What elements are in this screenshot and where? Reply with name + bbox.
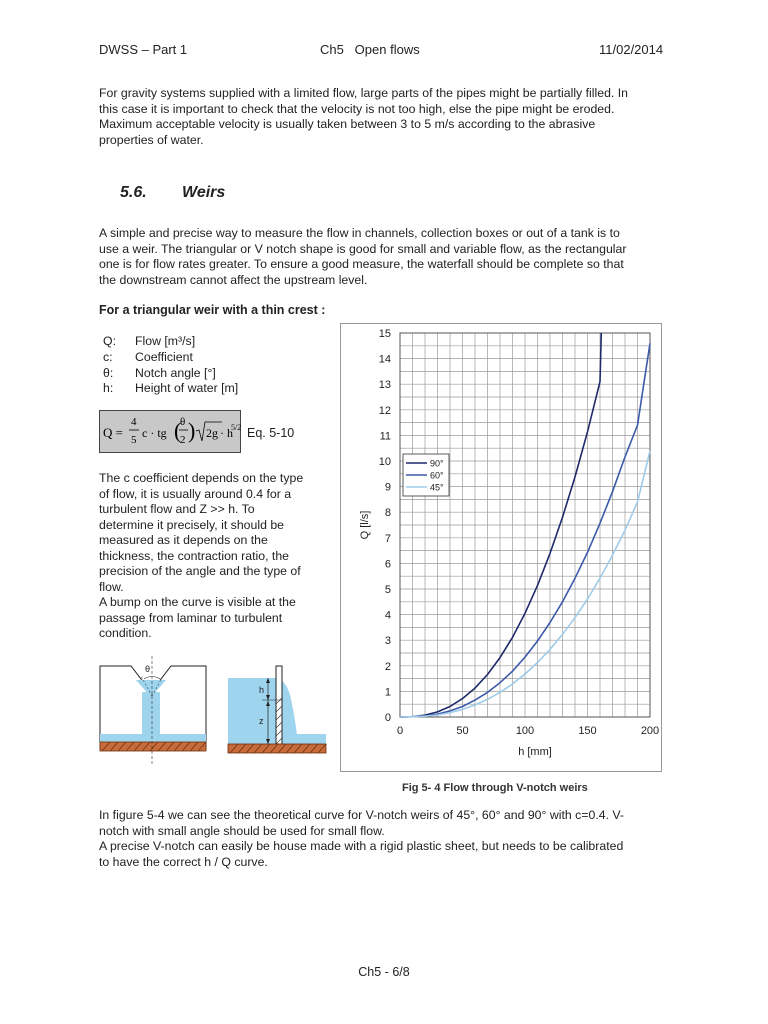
variable-desc: Notch angle [°] (135, 365, 216, 380)
downstream-water (282, 734, 326, 744)
text-line: Maximum acceptable velocity is usually taken between 3 to 5 m/s according to the abrasive (99, 117, 596, 131)
weir-wall (276, 666, 282, 744)
x-axis-label: h [mm] (518, 746, 552, 758)
legend-label: 60° (430, 470, 444, 481)
variable-row (103, 350, 238, 366)
text-line: For gravity systems supplied with a limited flow, large parts of the pipes might be partially filled. In (99, 86, 629, 100)
y-tick-label: 3 (384, 635, 391, 648)
paren-right: ) (188, 418, 196, 443)
text-line: A precise V-notch can easily be house made with a rigid plastic sheet, but needs to be calibrated (99, 839, 624, 853)
header-left: DWSS – Part 1 (99, 42, 188, 57)
y-axis-label: Q [l/s] (359, 510, 371, 540)
text-line: turbulent flow and Z >> h. To (99, 502, 255, 516)
equation-formula (100, 411, 240, 452)
x-tick-label: 200 (640, 725, 660, 737)
text-line: of flow, it is usually around 0.4 for a (99, 486, 292, 501)
eq-h: · h (220, 426, 233, 440)
eq-c: c · tg (142, 426, 167, 440)
text-line: flow. (99, 579, 124, 594)
section-title: Weirs (182, 184, 226, 201)
section-heading (120, 184, 225, 202)
variable-symbol: c: (103, 349, 113, 364)
y-tick-label: 5 (384, 584, 391, 596)
y-tick-label: 10 (378, 456, 391, 468)
eq-den: 5 (131, 434, 137, 446)
water-base (100, 734, 206, 742)
y-tick-label: 2 (384, 660, 391, 673)
h-label: h (259, 685, 265, 695)
page-footer: Ch5 - 6/8 (358, 965, 410, 979)
text-line: In figure 5-4 we can see the theoretical curve for V-notch weirs of 45°, 60° and 90° with c=0.4. V- (99, 808, 625, 822)
section-number: 5.6. (120, 184, 147, 201)
text-line: A simple and precise way to measure the flow in channels, collection boxes or out of a tank is to (99, 226, 620, 240)
weir-paragraph (99, 226, 669, 288)
eq-num: 4 (131, 416, 137, 428)
intro-paragraph (99, 86, 669, 148)
legend-label: 45° (430, 482, 444, 493)
text-line: to have the correct h / Q curve. (99, 854, 268, 869)
eq-two: 2 (180, 434, 186, 446)
variable-row (103, 381, 238, 397)
x-tick-label: 100 (515, 725, 535, 737)
figure-caption: Fig 5- 4 Flow through V-notch weirs (402, 782, 588, 794)
text-line: The c coefficient depends on the type (99, 471, 304, 485)
text-line: the downstream cannot affect the upstream level. (99, 272, 368, 287)
text-line: precision of the angle and the type of (99, 564, 301, 578)
eq-theta: θ (180, 416, 186, 428)
y-tick-label: 13 (378, 379, 391, 392)
x-tick-label: 0 (396, 725, 404, 737)
vnotch-side-diagram (226, 664, 328, 764)
text-line: properties of water. (99, 132, 204, 147)
header-center: Ch5 Open flows (320, 42, 420, 57)
text-line: use a weir. The triangular or V notch shape is good for small and variable flow, as the rectangular (99, 241, 627, 256)
chart-container (340, 323, 662, 772)
y-tick-label: 12 (378, 404, 391, 417)
variable-list (103, 334, 238, 397)
text-line: notch with small angle should be used for small flow. (99, 823, 385, 838)
y-tick-label: 7 (384, 532, 391, 545)
y-tick-label: 9 (384, 481, 391, 494)
water-jet (142, 692, 160, 734)
ground-hatch (100, 742, 206, 751)
z-label: z (259, 716, 264, 726)
theta-label: θ (145, 664, 151, 674)
upstream-water (228, 678, 276, 744)
variable-symbol: h: (103, 381, 114, 396)
text-line: one is for flow rates greater. To ensure a good measure, the waterfall should be complete so that (99, 257, 624, 271)
variable-row (103, 334, 238, 350)
equation-number: Eq. 5-10 (247, 426, 295, 440)
text-line: determine it precisely, it should be (99, 517, 284, 532)
eq-root: 2g (206, 426, 218, 440)
variable-desc: Coefficient (135, 349, 193, 364)
y-tick-label: 8 (384, 507, 391, 520)
variable-symbol: θ: (103, 365, 114, 380)
equation-box (99, 410, 241, 453)
paren-left: ( (174, 418, 182, 443)
y-tick-label: 1 (384, 686, 391, 699)
text-line: passage from laminar to turbulent (99, 610, 283, 625)
legend-label: 90° (430, 458, 444, 469)
text-line: condition. (99, 626, 152, 640)
variable-row (103, 366, 238, 382)
y-tick-label: 14 (378, 353, 391, 366)
eq-exp: 5/2 (231, 423, 242, 432)
header-right: 11/02/2014 (599, 42, 664, 57)
subheading: For a triangular weir with a thin crest : (99, 303, 326, 317)
text-line: thickness, the contraction ratio, the (99, 548, 290, 563)
coefficient-paragraph (99, 471, 325, 642)
text-line: A bump on the curve is visible at the (99, 595, 296, 609)
y-tick-label: 4 (384, 609, 391, 622)
variable-desc: Flow [m³/s] (135, 334, 196, 348)
y-tick-label: 6 (384, 558, 391, 571)
eq-lhs: Q = (103, 425, 123, 440)
x-tick-label: 50 (456, 725, 469, 737)
variable-desc: Height of water [m] (135, 381, 239, 396)
flow-chart (341, 324, 661, 771)
y-tick-label: 0 (384, 712, 391, 724)
vnotch-front-diagram (96, 654, 211, 766)
y-tick-label: 15 (378, 328, 391, 340)
closing-paragraph (99, 808, 669, 870)
text-line: this case it is important to check that the velocity is not too high, else the pipe might be eroded. (99, 101, 615, 116)
variable-symbol: Q: (103, 334, 116, 348)
y-tick-label: 11 (379, 430, 391, 443)
x-tick-label: 150 (578, 725, 597, 737)
text-line: measured as it depends on the (99, 533, 268, 547)
